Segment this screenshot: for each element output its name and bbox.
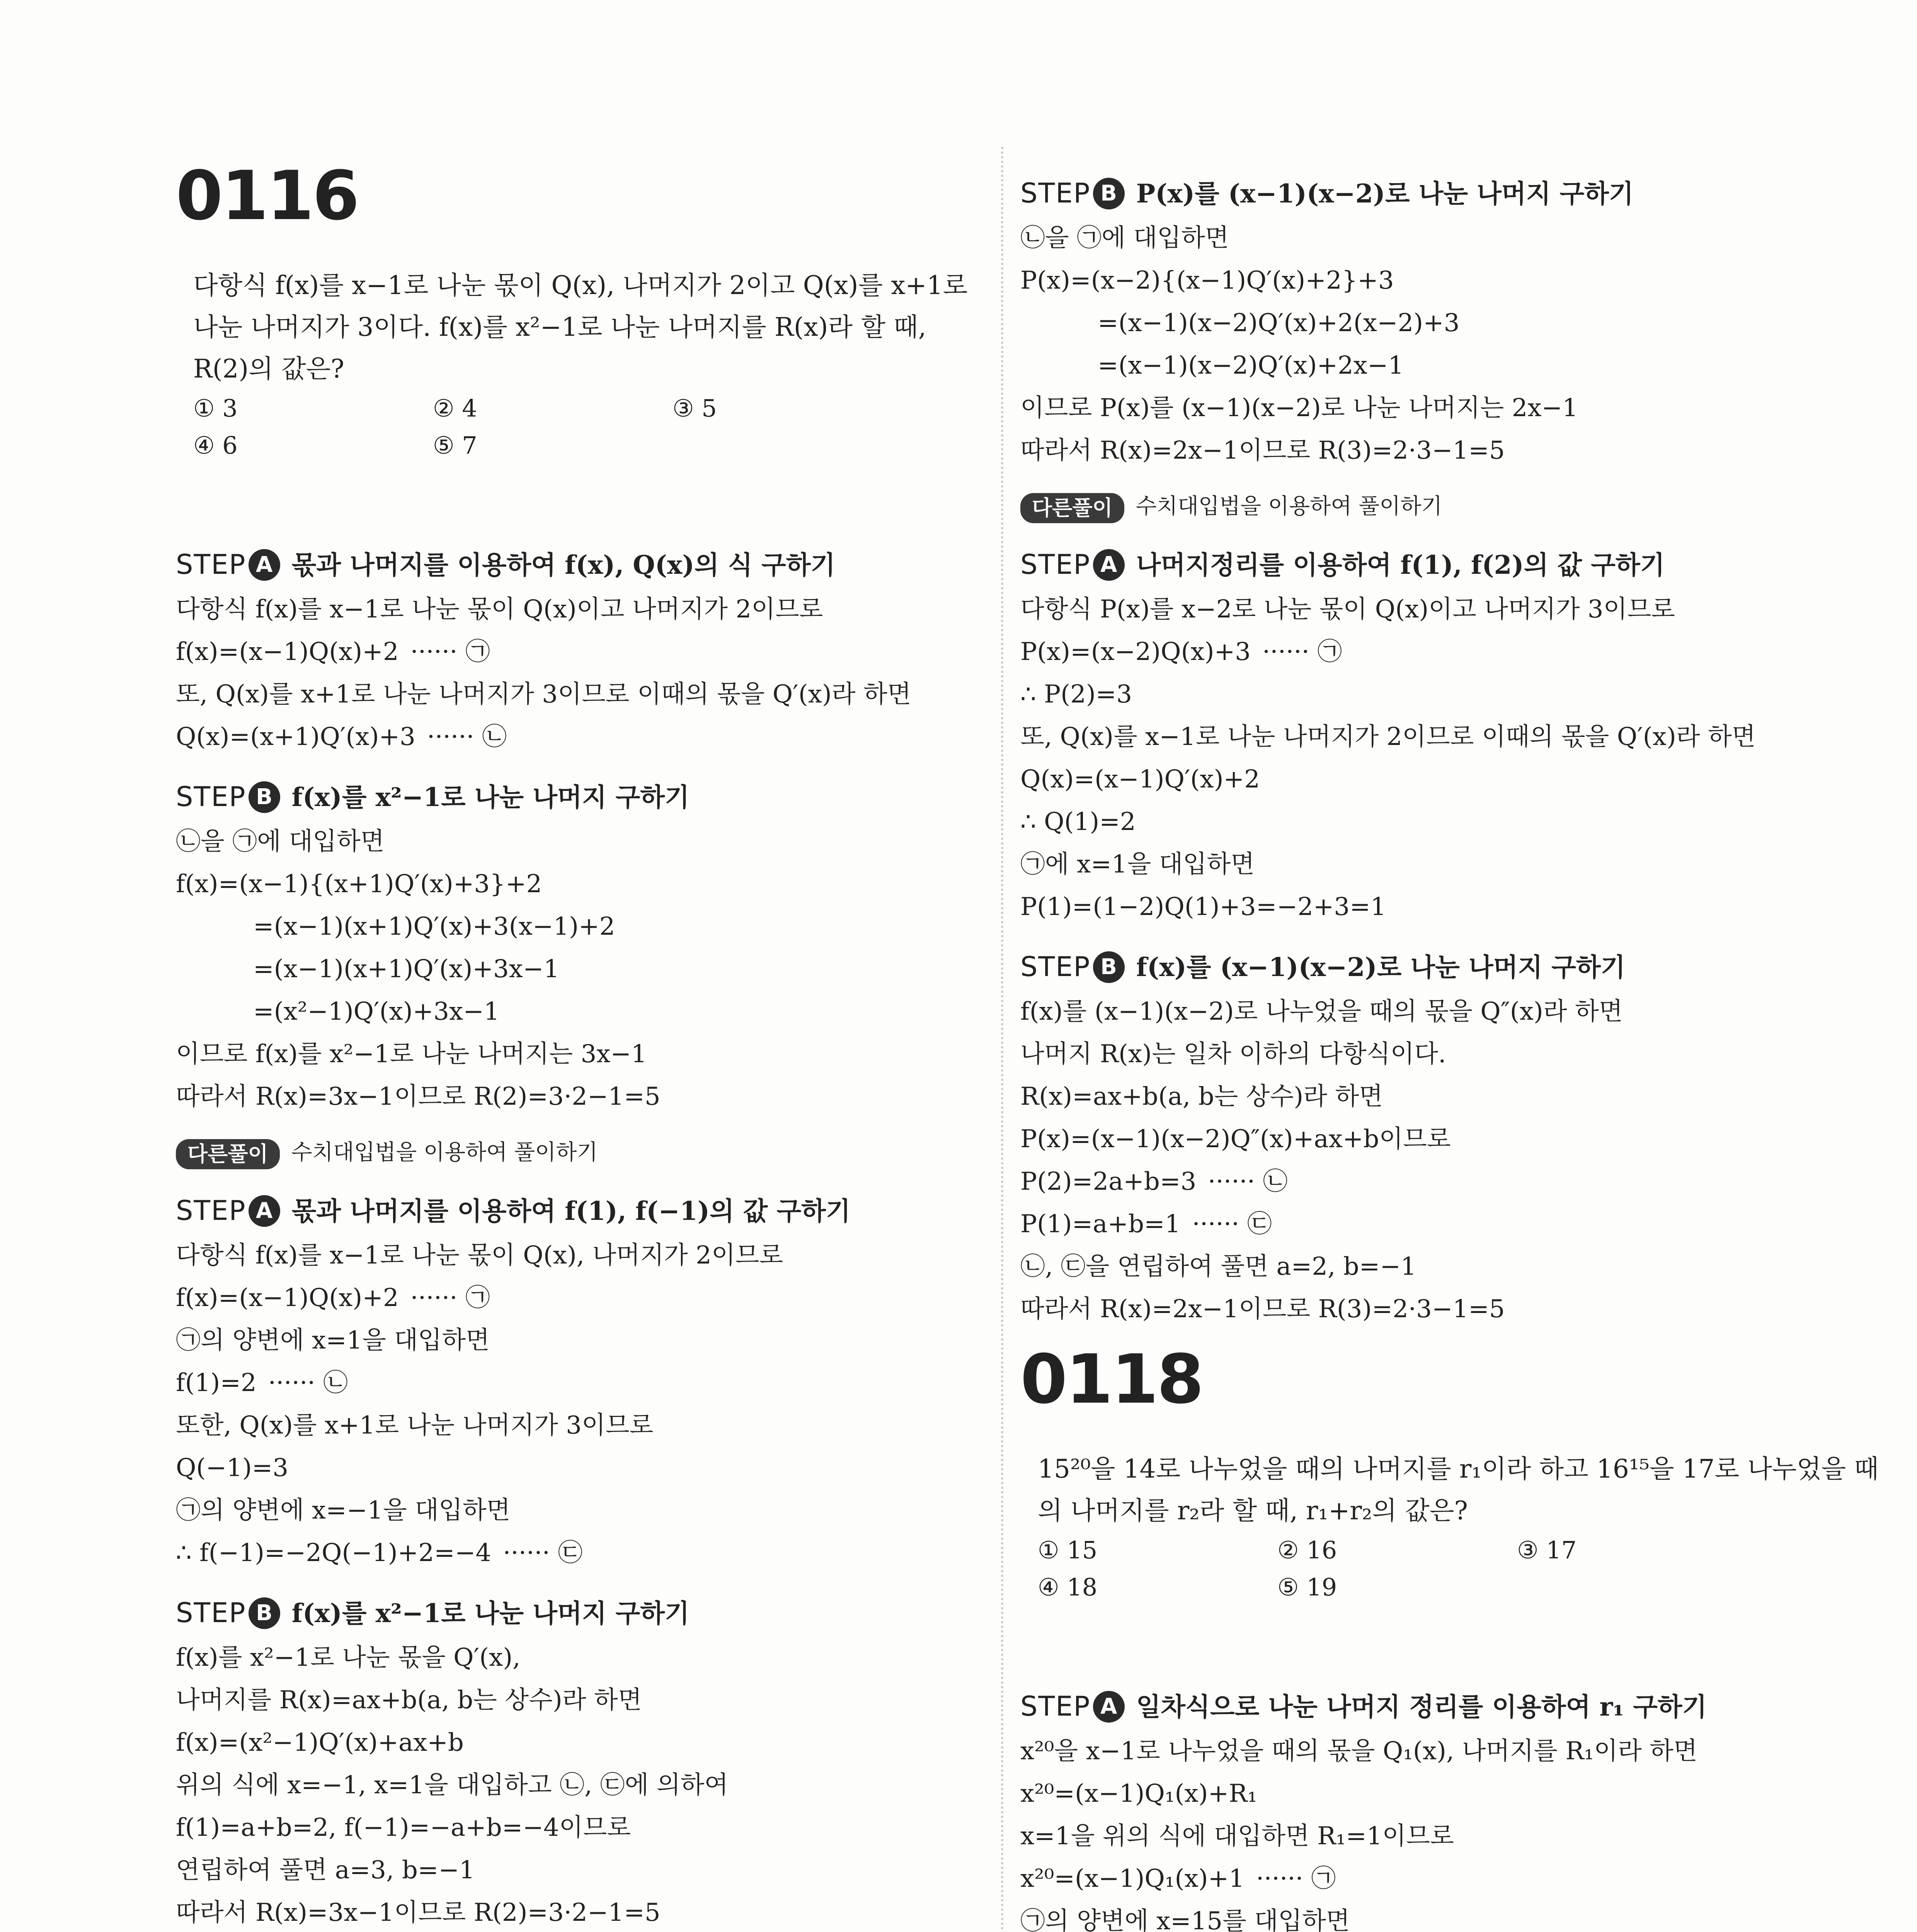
step-title: f(x)를 (x−1)(x−2)로 나눈 나머지 구하기 xyxy=(1136,952,1626,982)
alternate-solution-header xyxy=(1020,487,1813,526)
answer-choice: ① 3 xyxy=(193,394,238,422)
solution-line xyxy=(1020,1288,1813,1330)
equation-marker: ······ ㉠ xyxy=(1262,638,1342,666)
solution-text: f(1)=a+b=2, f(−1)=−a+b=−4이므로 xyxy=(176,1813,631,1842)
answer-choice: ② 4 xyxy=(433,394,477,422)
solution-text: ㉠의 양변에 x=−1을 대입하면 xyxy=(176,1496,511,1525)
solution-line xyxy=(1020,1075,1813,1118)
step-word: STEP xyxy=(1020,951,1091,983)
equation-marker: ······ ㉢ xyxy=(503,1539,583,1567)
problem-text: 의 나머지를 r₂라 할 때, r₁+r₂의 값은? xyxy=(1038,1496,1468,1526)
problem-text: 다항식 f(x)를 x−1로 나눈 몫이 Q(x), 나머지가 2이고 Q(x)를 x+1로 xyxy=(193,270,968,300)
solution-text: f(x)=(x²−1)Q′(x)+ax+b xyxy=(176,1728,464,1757)
solution-text: 다항식 f(x)를 x−1로 나눈 몫이 Q(x)이고 나머지가 2이므로 xyxy=(176,595,823,624)
step-word: STEP xyxy=(176,1195,246,1226)
solution-line xyxy=(176,673,968,716)
solution-text: ㉠의 양변에 x=1을 대입하면 xyxy=(176,1326,490,1355)
solution-text: ∴ f(−1)=−2Q(−1)+2=−4 xyxy=(176,1539,492,1567)
solution-text: 또, Q(x)를 x+1로 나눈 나머지가 3이므로 이때의 몫을 Q′(x)라 하면 xyxy=(176,680,911,709)
step-title: 일차식으로 나눈 나머지 정리를 이용하여 r₁ 구하기 xyxy=(1136,1692,1707,1722)
equation-marker: ······ ㉠ xyxy=(410,638,490,666)
solution-text: x²⁰=(x−1)Q₁(x)+R₁ xyxy=(1020,1779,1258,1808)
step-word: STEP xyxy=(1020,549,1091,580)
solution-line xyxy=(1020,344,1813,387)
solution-text: 또한, Q(x)를 x+1로 나눈 나머지가 3이므로 xyxy=(176,1411,654,1440)
solution-line xyxy=(176,1764,968,1806)
solution-text: ㉠에 x=1을 대입하면 xyxy=(1020,850,1255,879)
solution-text: P(2)=2a+b=3 xyxy=(1020,1167,1197,1196)
equation-marker: ······ ㉡ xyxy=(427,723,507,751)
problem-number: 0116 xyxy=(176,157,358,235)
solution-text: x²⁰을 x−1로 나누었을 때의 몫을 Q₁(x), 나머지를 R₁이라 하면 xyxy=(1020,1737,1697,1765)
solution-line xyxy=(1020,1900,1813,1932)
equation-marker: ······ ㉢ xyxy=(1192,1210,1272,1238)
solution-line xyxy=(176,863,968,905)
step-word: STEP xyxy=(176,1597,246,1629)
solution-text: Q(x)=(x+1)Q′(x)+3 xyxy=(176,723,415,751)
solution-text: f(x)=(x−1){(x+1)Q′(x)+3}+2 xyxy=(176,870,542,898)
solution-line xyxy=(1020,1033,1813,1075)
solution-line xyxy=(176,631,968,673)
solution-text: ㉡을 ㉠에 대입하면 xyxy=(1020,224,1229,252)
solution-text: 이므로 f(x)를 x²−1로 나눈 나머지는 3x−1 xyxy=(176,1040,647,1068)
solution-line xyxy=(176,1362,968,1404)
problem-text: R(2)의 값은? xyxy=(193,354,344,384)
column-divider xyxy=(1001,147,1003,1932)
solution-line xyxy=(1020,259,1813,302)
spacer xyxy=(1020,1606,1813,1668)
answer-choice: ⑤ 7 xyxy=(433,431,477,459)
solution-text: f(x)=(x−1)Q(x)+2 xyxy=(176,1284,399,1312)
solution-line xyxy=(1020,217,1813,259)
solution-text: =(x−1)(x+1)Q′(x)+3(x−1)+2 xyxy=(253,912,615,941)
step-badge: A xyxy=(249,1195,280,1227)
solution-line xyxy=(176,1447,968,1489)
solution-line xyxy=(1020,588,1813,631)
solution-text: =(x−1)(x+1)Q′(x)+3x−1 xyxy=(253,955,560,983)
solution-text: =(x−1)(x−2)Q′(x)+2(x−2)+3 xyxy=(1098,309,1460,337)
solution-line xyxy=(176,1849,968,1891)
step-word: STEP xyxy=(1020,1690,1091,1722)
step-title: f(x)를 x²−1로 나눈 나머지 구하기 xyxy=(291,782,690,812)
solution-text: 따라서 R(x)=3x−1이므로 R(2)=3·2−1=5 xyxy=(176,1898,661,1927)
step-word: STEP xyxy=(176,781,246,813)
solution-line xyxy=(176,1636,968,1679)
solution-line xyxy=(1020,673,1813,716)
step-badge: A xyxy=(249,549,280,581)
solution-text: P(1)=a+b=1 xyxy=(1020,1210,1181,1238)
solution-text: x=1을 위의 식에 대입하면 R₁=1이므로 xyxy=(1020,1822,1454,1850)
solution-line xyxy=(1020,1118,1813,1160)
solution-text: 나머지를 R(x)=ax+b(a, b는 상수)라 하면 xyxy=(176,1686,642,1714)
solution-text: 위의 식에 x=−1, x=1을 대입하고 ㉡, ㉢에 의하여 xyxy=(176,1771,729,1799)
solution-line xyxy=(176,1033,968,1075)
solution-line xyxy=(176,1532,968,1574)
solution-line xyxy=(1020,1815,1813,1857)
step-heading xyxy=(1020,1683,1813,1730)
equation-marker: ······ ㉡ xyxy=(1208,1167,1288,1196)
left-column xyxy=(176,147,968,1932)
step-title: 나머지정리를 이용하여 f(1), f(2)의 값 구하기 xyxy=(1136,550,1665,580)
solution-line xyxy=(1020,1203,1813,1245)
solution-line xyxy=(176,990,968,1033)
step-word: STEP xyxy=(1020,177,1091,209)
alternate-solution-badge: 다른풀이 xyxy=(1020,493,1124,523)
step-heading xyxy=(1020,170,1813,217)
solution-line xyxy=(176,948,968,990)
answer-choice: ③ 5 xyxy=(672,394,717,422)
solution-line xyxy=(1020,1245,1813,1288)
step-badge: A xyxy=(1093,1691,1125,1723)
step-badge: B xyxy=(249,781,280,813)
solution-line xyxy=(176,905,968,948)
solution-line xyxy=(1020,843,1813,886)
solution-line xyxy=(1020,631,1813,673)
solution-line xyxy=(176,1234,968,1277)
step-badge: B xyxy=(1093,178,1125,209)
solution-text: ∴ P(2)=3 xyxy=(1020,680,1132,709)
solution-text: Q(−1)=3 xyxy=(176,1454,289,1482)
solution-line xyxy=(1020,758,1813,801)
step-badge: A xyxy=(1093,549,1125,581)
solution-text: 따라서 R(x)=3x−1이므로 R(2)=3·2−1=5 xyxy=(176,1082,661,1111)
alternate-solution-header xyxy=(176,1133,968,1172)
alternate-solution-badge: 다른풀이 xyxy=(176,1139,280,1169)
step-heading xyxy=(176,1590,968,1636)
solution-text: 연립하여 풀면 a=3, b=−1 xyxy=(176,1856,475,1884)
step-heading xyxy=(1020,944,1813,990)
solution-text: =(x−1)(x−2)Q′(x)+2x−1 xyxy=(1098,351,1404,380)
solution-text: P(x)=(x−2){(x−1)Q′(x)+2}+3 xyxy=(1020,266,1394,295)
solution-line xyxy=(176,588,968,631)
answer-choice: ① 15 xyxy=(1038,1536,1098,1564)
solution-text: f(1)=2 xyxy=(176,1369,257,1397)
solution-text: 따라서 R(x)=2x−1이므로 R(3)=2·3−1=5 xyxy=(1020,436,1505,465)
solution-text: R(x)=ax+b(a, b는 상수)라 하면 xyxy=(1020,1082,1383,1111)
solution-line xyxy=(1020,886,1813,928)
answer-choice: ⑤ 19 xyxy=(1277,1573,1337,1601)
solution-line xyxy=(1020,302,1813,344)
solution-text: ∴ Q(1)=2 xyxy=(1020,808,1136,836)
answer-choices xyxy=(1020,1532,1813,1606)
solution-text: x²⁰=(x−1)Q₁(x)+1 xyxy=(1020,1864,1245,1893)
solution-line xyxy=(1020,801,1813,843)
step-title: 몫과 나머지를 이용하여 f(x), Q(x)의 식 구하기 xyxy=(291,550,836,580)
step-badge: B xyxy=(1093,951,1125,983)
problem-number: 0118 xyxy=(1020,1340,1203,1419)
step-word: STEP xyxy=(176,549,246,580)
solution-text: 따라서 R(x)=2x−1이므로 R(3)=2·3−1=5 xyxy=(1020,1295,1505,1323)
solution-line xyxy=(1020,1857,1813,1900)
step-heading xyxy=(1020,541,1813,588)
solution-line xyxy=(176,1679,968,1721)
answer-choice: ④ 18 xyxy=(1038,1573,1098,1601)
problem-text: 나눈 나머지가 3이다. f(x)를 x²−1로 나눈 나머지를 R(x)라 할 때, xyxy=(193,312,926,342)
answer-choice: ③ 17 xyxy=(1517,1536,1577,1564)
solution-line xyxy=(176,1806,968,1849)
solution-line xyxy=(1020,1730,1813,1772)
equation-marker: ······ ㉠ xyxy=(410,1284,490,1312)
equation-marker: ······ ㉠ xyxy=(1256,1864,1336,1893)
step-heading xyxy=(176,1187,968,1234)
solution-line xyxy=(176,1489,968,1532)
solution-text: P(x)=(x−1)(x−2)Q″(x)+ax+b이므로 xyxy=(1020,1125,1451,1153)
solution-line xyxy=(176,1319,968,1362)
solution-line xyxy=(176,820,968,863)
solution-line xyxy=(1020,990,1813,1033)
solution-text: Q(x)=(x−1)Q′(x)+2 xyxy=(1020,765,1260,794)
step-heading xyxy=(176,774,968,820)
equation-marker: ······ ㉡ xyxy=(268,1369,348,1397)
solution-line xyxy=(1020,1160,1813,1203)
solution-line xyxy=(1020,716,1813,758)
solution-line xyxy=(176,1891,968,1932)
solution-text: 이므로 P(x)를 (x−1)(x−2)로 나눈 나머지는 2x−1 xyxy=(1020,394,1578,422)
answer-choice: ④ 6 xyxy=(193,431,238,459)
solution-text: ㉡을 ㉠에 대입하면 xyxy=(176,827,385,856)
solution-line xyxy=(176,1404,968,1447)
solution-line xyxy=(1020,1772,1813,1815)
problem-text: 15²⁰을 14로 나누었을 때의 나머지를 r₁이라 하고 16¹⁵을 17로 나누었을 때 xyxy=(1038,1454,1879,1484)
solution-text: ㉡, ㉢을 연립하여 풀면 a=2, b=−1 xyxy=(1020,1252,1416,1281)
step-heading xyxy=(176,541,968,588)
solution-text: ㉠의 양변에 x=15를 대입하면 xyxy=(1020,1907,1350,1932)
solution-line xyxy=(1020,429,1813,472)
step-title: f(x)를 x²−1로 나눈 나머지 구하기 xyxy=(291,1598,690,1628)
right-column xyxy=(1020,155,1879,1932)
spacer xyxy=(176,464,968,526)
solution-line xyxy=(176,1075,968,1118)
solution-text: 다항식 P(x)를 x−2로 나눈 몫이 Q(x)이고 나머지가 3이므로 xyxy=(1020,595,1675,624)
solution-line xyxy=(1020,387,1813,429)
answer-choice: ② 16 xyxy=(1277,1536,1337,1564)
solution-text: f(x)를 (x−1)(x−2)로 나누었을 때의 몫을 Q″(x)라 하면 xyxy=(1020,997,1623,1026)
solution-text: P(x)=(x−2)Q(x)+3 xyxy=(1020,638,1251,666)
alternate-solution-title: 수치대입법을 이용하여 풀이하기 xyxy=(1136,494,1442,519)
solution-text: 또, Q(x)를 x−1로 나눈 나머지가 2이므로 이때의 몫을 Q′(x)라 하면 xyxy=(1020,723,1756,751)
solution-text: 다항식 f(x)를 x−1로 나눈 몫이 Q(x), 나머지가 2이므로 xyxy=(176,1241,783,1270)
alternate-solution-title: 수치대입법을 이용하여 풀이하기 xyxy=(291,1140,598,1165)
solution-line xyxy=(176,716,968,758)
solution-text: 나머지 R(x)는 일차 이하의 다항식이다. xyxy=(1020,1040,1446,1068)
solution-line xyxy=(176,1277,968,1319)
solution-text: f(x)를 x²−1로 나눈 몫을 Q′(x), xyxy=(176,1643,521,1672)
step-title: P(x)를 (x−1)(x−2)로 나눈 나머지 구하기 xyxy=(1136,179,1634,209)
solution-line xyxy=(176,1721,968,1764)
step-badge: B xyxy=(249,1597,280,1629)
solution-text: P(1)=(1−2)Q(1)+3=−2+3=1 xyxy=(1020,893,1386,921)
solution-text: =(x²−1)Q′(x)+3x−1 xyxy=(253,997,500,1026)
solution-text: f(x)=(x−1)Q(x)+2 xyxy=(176,638,399,666)
answer-choices xyxy=(176,390,968,464)
step-title: 몫과 나머지를 이용하여 f(1), f(−1)의 값 구하기 xyxy=(291,1196,851,1226)
